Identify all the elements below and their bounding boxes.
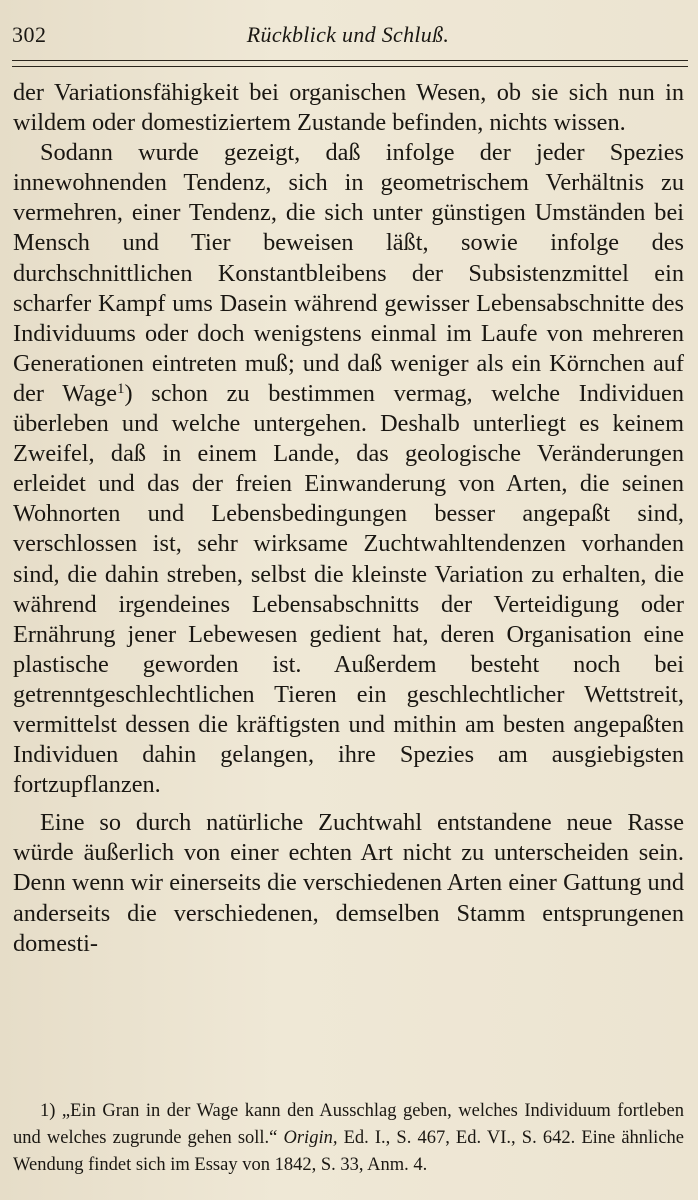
footnote-text-b: Ed. I., S. 467, Ed. VI., S. 642. Eine ähnliche Wendung findet sich im Essay von 1842, S. 33, Anm. 4. — [13, 1128, 684, 1175]
footnote-origin: Origin, — [283, 1128, 338, 1148]
footnote-text-a: „Ein Gran in der Wage kann den Ausschlag geben, welches Individuum fortleben und welches zugrunde gehen soll.“ — [13, 1101, 684, 1148]
paragraph-2-part-a: Sodann wurde gezeigt, daß infolge der jeder Spezies innewohnenden Tendenz, sich in geometrischem Verhältnis zu vermehren, einer Tendenz, die sich unter günstigen Umständen bei Mensch und Tier beweisen läßt, sowie infolge des durchschnittlichen Konstantbleibens der Subsistenzmittel ein scharfer Kampf ums Dasein während gewisser Lebensabschnitte des Individuums oder doch wenigstens einmal im Laufe von mehreren Generationen eintreten muß; und daß weniger als ein Körnchen auf der Wage — [13, 139, 684, 407]
running-title: Rückblick und Schluß. — [246, 22, 450, 47]
body-text — [13, 78, 684, 959]
footnote-marker: 1) — [40, 1101, 56, 1121]
page-header — [12, 22, 684, 50]
page-number: 302 — [12, 22, 47, 47]
footnote — [13, 1098, 684, 1179]
paragraph-3: Eine so durch natürliche Zuchtwahl entstandene neue Rasse würde äußerlich von einer echten Art nicht zu unterscheiden sein. Denn wenn wir einerseits die verschiedenen Arten einer Gattung und anderseits die verschiedenen, demselben Stamm entsprungenen domesti- — [13, 809, 684, 957]
paragraph-1: der Variationsfähigkeit bei organischen Wesen, ob sie sich nun in wildem oder domestiziertem Zustande befinden, nichts wissen. — [13, 79, 684, 137]
paragraph-2 — [13, 138, 684, 800]
paragraph-2-part-b: ) schon zu bestimmen vermag, welche Individuen überleben und welche untergehen. Deshalb unterliegt es keinem Zweifel, daß in einem Lande, das geologische Veränderungen erleidet und das der freien Einwanderung von Arten, die seinen Wohnorten und Lebensbedingungen besser angepaßt sind, verschlossen ist, sehr wirksame Zuchtwahltendenzen vorhanden sind, die dahin streben, selbst die kleinste Variation zu erhalten, die während irgendeines Lebensabschnitts der Verteidigung oder Ernährung jener Lebewesen gedient hat, deren Organisation eine plastische geworden ist. Außerdem besteht noch bei getrenntgeschlechtlichen Tieren ein geschlechtlicher Wettstreit, vermittelst dessen die kräftigsten und mithin am besten angepaßten Individuen dahin gelangen, ihre Spezies am ausgiebigsten fortzupflanzen. — [13, 379, 684, 799]
header-rule — [12, 60, 688, 67]
footnote-reference[interactable]: 1 — [116, 380, 125, 397]
